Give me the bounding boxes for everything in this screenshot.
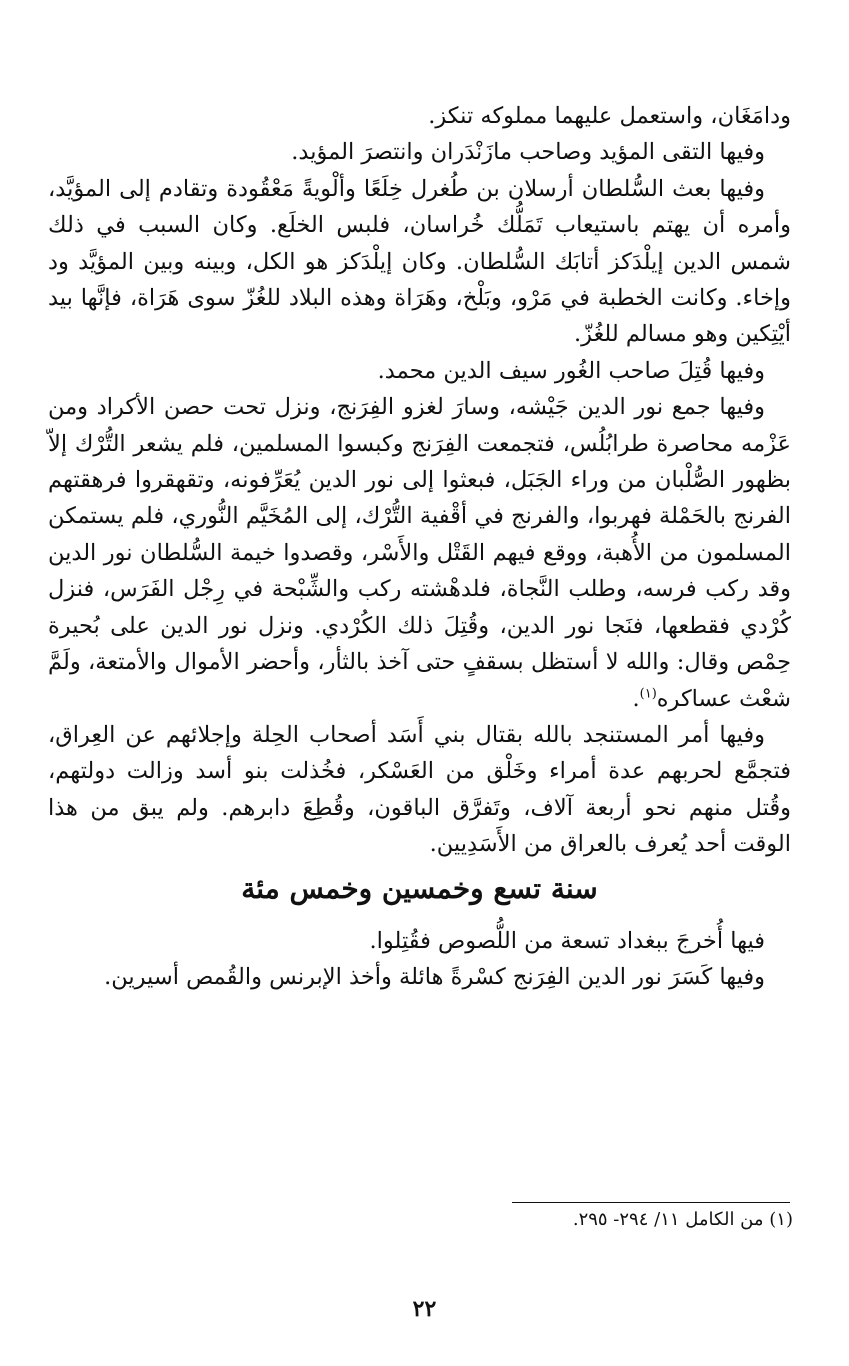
sentence-end: .	[632, 685, 640, 712]
paragraph: وفيها قُتِلَ صاحب الغُور سيف الدين محمد.	[377, 357, 765, 384]
footnote-divider	[512, 1202, 790, 1203]
body-text	[48, 98, 791, 995]
paragraph: وفيها أمر المستنجد بالله بقتال بني أَسَد أصحاب الحِلة وإجلائهم عن العِراق، فتجمَّع لحربهم عدة أمراء وخَلْق من العَسْكر، فخُذلت بنو أسد وزالت دولتهم، وقُتل منهم نحو أربعة آلاف، وتَفرَّق الباقون، وقُطِعَ دابرهم. ولم يبق من هذا الوقت أحد يُعرف بالعراق من الأَسَدِيين.	[48, 721, 791, 858]
section-heading: سنة تسع وخمسين وخمس مئة	[241, 871, 598, 905]
paragraph: وفيها كَسَرَ نور الدين الفِرَنج كسْرةً هائلة وأخذ الإبرنس والقُمص أسيرين.	[104, 963, 765, 990]
paragraph: وفيها بعث السُّلطان أرسلان بن طُغرل خِلَعًا وألْويةً مَعْقُودة وتقادم إلى المؤيَّد، وأمره أن يهتم باستيعاب تَمَلُّك خُراسان، فلبس الخلَع. وكان السبب في ذلك شمس الدين إيلْدَكز أتابَك السُّلطان. وكان إيلْدَكز هو الكل، وبينه وبين المؤيَّد ود وإخاء. وكانت الخطبة في مَرْو، وبَلْخ، وهَرَاة وهذه البلاد للغُزّ سوى هَرَاة، فإنَّها بيد أيْتِكين وهو مسالم للغُزّ.	[48, 175, 791, 348]
paragraph-text: وفيها جمع نور الدين جَيْشه، وسارَ لغزو الفِرَنج، ونزل تحت حصن الأكراد ومن عَزْمه محاصرة طرابُلُس، فتجمعت الفِرَنج وكبسوا المسلمين، فلم يشعر التُّرْك إلاّ بظهور الصُّلْبان من وراء الجَبَل، فبعثوا إلى نور الدين يُعَرِّفونه، وتقهقروا فرهقتهم الفرنج بالحَمْلة فهربوا، والفرنج في أقْفية التُّرْك، إلى المُخَيَّم النُّوري، فلم يستمكن المسلمون من الأُهبة، ووقع فيهم القَتْل والأَسْر، وقصدوا خيمة السُّلطان نور الدين وقد ركب فرسه، وطلب النَّجاة، فلدهْشته ركب والشِّبْحة في رِجْل الفَرَس، فنزل كُرْدي فقطعها، فنَجا نور الدين، وقُتِلَ ذلك الكُرْدي. ونزل نور الدين على بُحيرة حِمْص وقال: والله لا أستظل بسقفٍ حتى آخذ بالثأر، وأحضر الأموال والأمتعة، ولَمَّ شعْث عساكره	[48, 394, 791, 712]
footnote-text: من الكامل ١١/ ٢٩٤- ٢٩٥.	[572, 1209, 764, 1230]
paragraph: وفيها التقى المؤيد وصاحب مازَنْدَران وانتصرَ المؤيد.	[291, 139, 765, 166]
footnote-marker: (١)	[769, 1209, 793, 1230]
footnote	[93, 1206, 793, 1234]
page-number: ٢٢	[412, 1296, 437, 1322]
paragraph: فيها أُخرجَ ببغداد تسعة من اللُّصوص فقُتِلوا.	[369, 927, 765, 954]
paragraph: ودامَغَان، واستعمل عليهما مملوكه تنكز.	[428, 103, 791, 129]
paragraph-with-footnote	[48, 389, 791, 717]
footnote-reference[interactable]: (١)	[639, 686, 657, 701]
